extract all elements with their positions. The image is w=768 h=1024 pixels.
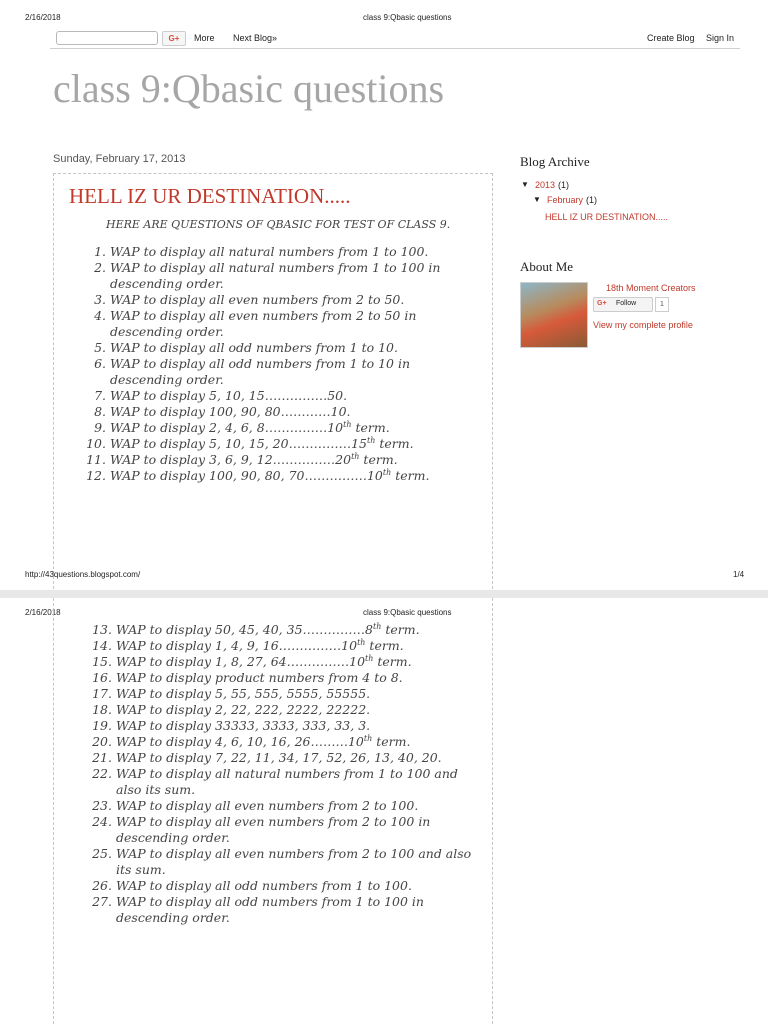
- question-text: WAP to display all natural numbers from 1 to 100 in descending order.: [110, 260, 441, 291]
- archive-year-link[interactable]: 2013: [535, 180, 556, 190]
- question-text: WAP to display all odd numbers from 1 to 100 in descending order.: [116, 894, 424, 925]
- question-number: 10.: [86, 436, 106, 451]
- question-item: [94, 404, 478, 420]
- question-number: 24.: [92, 814, 112, 829]
- post-title[interactable]: HELL IZ UR DESTINATION.....: [69, 184, 351, 208]
- question-number: 18.: [92, 702, 112, 717]
- question-item: [92, 670, 482, 686]
- question-item: [92, 686, 482, 702]
- question-item: [86, 451, 478, 468]
- question-item: [92, 750, 482, 766]
- question-number: 6.: [94, 356, 106, 371]
- question-text: WAP to display all even numbers from 2 to 100 and also its sum.: [116, 846, 472, 877]
- question-text: WAP to display 5, 55, 555, 5555, 55555.: [116, 686, 371, 701]
- question-text: WAP to display 5, 10, 15……………50.: [110, 388, 348, 403]
- question-number: 8.: [94, 404, 106, 419]
- question-list: [86, 244, 478, 484]
- question-text: WAP to display 7, 22, 11, 34, 17, 52, 26, 13, 40, 20.: [116, 750, 442, 765]
- question-number: 7.: [94, 388, 106, 403]
- question-item: [94, 308, 478, 340]
- question-item: [92, 718, 482, 734]
- question-text: WAP to display 33333, 3333, 333, 33, 3.: [116, 718, 371, 733]
- page-separator: [0, 590, 768, 598]
- sign-in-link[interactable]: Sign In: [706, 33, 735, 43]
- search-input[interactable]: [56, 31, 158, 45]
- profile-avatar[interactable]: [520, 282, 588, 348]
- google-plus-icon: G+: [597, 300, 607, 307]
- question-text: WAP to display 2, 22, 222, 2222, 22222.: [116, 702, 371, 717]
- question-number: 19.: [92, 718, 112, 733]
- question-text: WAP to display 3, 6, 9, 12……………20th term.: [110, 451, 398, 467]
- question-number: 27.: [92, 894, 112, 909]
- question-item: [92, 621, 482, 638]
- question-number: 9.: [94, 420, 106, 435]
- question-item: [92, 878, 482, 894]
- follow-label: Follow: [616, 300, 637, 307]
- question-item: [92, 894, 482, 926]
- question-number: 1.: [94, 244, 106, 259]
- question-text: WAP to display all natural numbers from 1 to 100 and also its sum.: [116, 766, 458, 797]
- question-item: [92, 733, 482, 750]
- blog-archive-heading: Blog Archive: [520, 154, 590, 169]
- question-item: [94, 244, 478, 260]
- next-blog-link[interactable]: Next Blog»: [233, 33, 278, 43]
- question-text: WAP to display all even numbers from 2 to 100.: [116, 798, 419, 813]
- question-text: WAP to display all natural numbers from 1 to 100.: [110, 244, 429, 259]
- archive-year-count: (1): [558, 180, 569, 190]
- question-text: WAP to display all odd numbers from 1 to 10.: [110, 340, 398, 355]
- blogger-navbar: [50, 28, 740, 49]
- question-text: WAP to display 2, 4, 6, 8……………10th term.: [110, 419, 390, 435]
- question-item: [92, 637, 482, 654]
- question-text: WAP to display 4, 6, 10, 16, 26………10th term.: [116, 733, 411, 749]
- question-item: [94, 356, 478, 388]
- question-text: WAP to display 100, 90, 80, 70……………10th term.: [110, 467, 430, 483]
- question-item: [94, 260, 478, 292]
- question-text: WAP to display 5, 10, 15, 20……………15th term.: [110, 435, 414, 451]
- question-item: [86, 467, 478, 484]
- follower-count: 1: [655, 297, 669, 312]
- question-text: WAP to display product numbers from 4 to 8.: [116, 670, 403, 685]
- question-number: 12.: [86, 468, 106, 483]
- question-item: [92, 653, 482, 670]
- question-item: [92, 798, 482, 814]
- view-profile-link[interactable]: View my complete profile: [593, 320, 693, 330]
- question-item: [94, 419, 478, 436]
- question-item: [86, 435, 478, 452]
- question-number: 26.: [92, 878, 112, 893]
- question-number: 17.: [92, 686, 112, 701]
- print-url: http://43questions.blogspot.com/: [25, 570, 141, 579]
- print-date: 2/16/2018: [25, 608, 61, 617]
- blog-title[interactable]: class 9:Qbasic questions: [53, 66, 445, 111]
- question-number: 13.: [92, 622, 112, 637]
- question-number: 4.: [94, 308, 106, 323]
- question-number: 3.: [94, 292, 106, 307]
- follow-button[interactable]: [593, 297, 653, 312]
- print-page-2: [0, 598, 768, 1024]
- question-number: 5.: [94, 340, 106, 355]
- question-item: [92, 846, 482, 878]
- post-date: Sunday, February 17, 2013: [53, 153, 186, 165]
- question-number: 16.: [92, 670, 112, 685]
- question-text: WAP to display 1, 8, 27, 64……………10th term.: [116, 653, 412, 669]
- google-plus-button[interactable]: G+: [162, 31, 186, 46]
- question-number: 15.: [92, 654, 112, 669]
- print-page-number: 1/4: [733, 570, 745, 579]
- print-title: class 9:Qbasic questions: [363, 13, 452, 22]
- question-list-continued: [92, 621, 482, 926]
- question-text: WAP to display all even numbers from 2 to 50 in descending order.: [110, 308, 417, 339]
- question-text: WAP to display all odd numbers from 1 to 10 in descending order.: [110, 356, 411, 387]
- question-number: 2.: [94, 260, 106, 275]
- archive-year-toggle-icon[interactable]: ▼: [521, 180, 529, 189]
- archive-post-link[interactable]: HELL IZ UR DESTINATION.....: [545, 212, 669, 222]
- question-item: [92, 814, 482, 846]
- question-number: 14.: [92, 638, 112, 653]
- archive-month-toggle-icon[interactable]: ▼: [533, 195, 541, 204]
- more-link[interactable]: More: [194, 33, 215, 43]
- question-number: 23.: [92, 798, 112, 813]
- archive-month-link[interactable]: February: [547, 195, 584, 205]
- question-item: [94, 388, 478, 404]
- question-text: WAP to display 50, 45, 40, 35……………8th term.: [116, 621, 420, 637]
- archive-month-count: (1): [586, 195, 597, 205]
- question-item: [92, 702, 482, 718]
- question-number: 20.: [92, 734, 112, 749]
- profile-name-link[interactable]: 18th Moment Creators: [606, 283, 696, 293]
- question-text: WAP to display 1, 4, 9, 16……………10th term.: [116, 637, 404, 653]
- question-text: WAP to display all even numbers from 2 to 100 in descending order.: [116, 814, 431, 845]
- question-number: 22.: [92, 766, 112, 781]
- question-number: 11.: [86, 452, 106, 467]
- question-item: [92, 766, 482, 798]
- question-number: 25.: [92, 846, 112, 861]
- create-blog-link[interactable]: Create Blog: [647, 33, 695, 43]
- print-title: class 9:Qbasic questions: [363, 608, 452, 617]
- question-text: WAP to display 100, 90, 80…………10.: [110, 404, 351, 419]
- question-text: WAP to display all odd numbers from 1 to 100.: [116, 878, 412, 893]
- question-text: WAP to display all even numbers from 2 to 50.: [110, 292, 405, 307]
- question-number: 21.: [92, 750, 112, 765]
- print-date: 2/16/2018: [25, 13, 61, 22]
- question-item: [94, 292, 478, 308]
- about-me-heading: About Me: [520, 259, 574, 274]
- question-item: [94, 340, 478, 356]
- post-intro: HERE ARE QUESTIONS OF QBASIC FOR TEST OF CLASS 9.: [106, 218, 451, 231]
